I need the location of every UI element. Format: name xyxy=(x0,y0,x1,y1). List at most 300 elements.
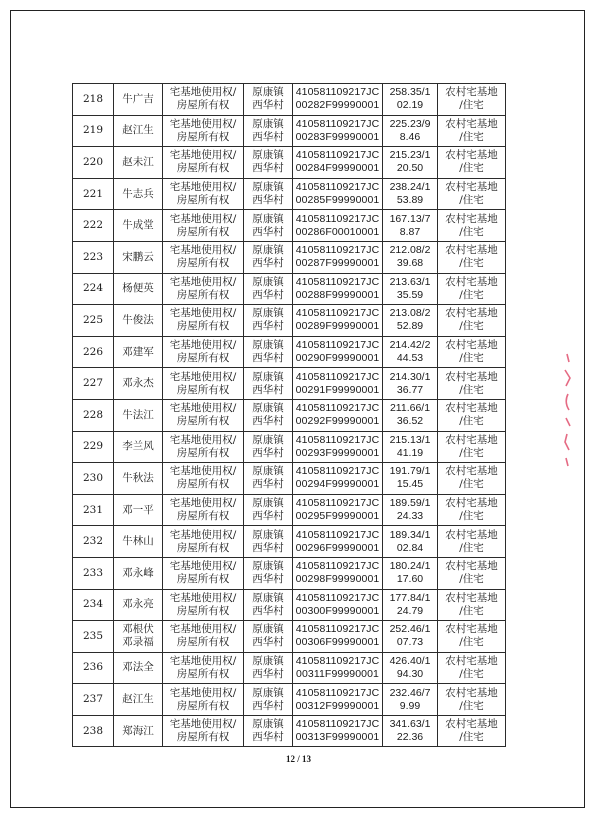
location-line: 西华村 xyxy=(252,352,284,365)
right-type-cell xyxy=(163,652,244,684)
row-number-cell: 237 xyxy=(73,684,114,716)
area-line: 35.59 xyxy=(396,288,424,301)
unit-code-cell xyxy=(293,399,383,431)
location-line: 原康镇 xyxy=(252,433,284,446)
right-type-line: 宅基地使用权/ xyxy=(169,718,237,731)
table-row xyxy=(73,526,506,558)
right-type-cell xyxy=(163,494,244,526)
location-line: 原康镇 xyxy=(252,86,284,99)
table-row xyxy=(73,84,506,116)
unit-code-line: 00291F99990001 xyxy=(295,383,380,396)
row-number-cell: 235 xyxy=(73,621,114,653)
unit-code-cell xyxy=(293,589,383,621)
location-line: 西华村 xyxy=(252,383,284,396)
owner-name-line: 邓永亮 xyxy=(122,598,154,611)
unit-code-line: 410581109217JC xyxy=(295,244,380,257)
land-use-line: 农村宅基地 xyxy=(445,497,498,510)
land-use-cell xyxy=(438,178,506,210)
area-line: 24.33 xyxy=(396,510,424,523)
location-cell xyxy=(244,684,293,716)
owner-name-line: 牛志兵 xyxy=(122,187,154,200)
land-use-line: 农村宅基地 xyxy=(445,244,498,257)
unit-code-cell xyxy=(293,715,383,747)
table-row xyxy=(73,463,506,495)
unit-code-line: 410581109217JC xyxy=(295,497,380,510)
area-line: 44.53 xyxy=(396,352,424,365)
location-line: 西华村 xyxy=(252,415,284,428)
right-type-cell xyxy=(163,526,244,558)
area-line: 15.45 xyxy=(396,478,424,491)
table-row xyxy=(73,399,506,431)
owner-name-line: 牛林山 xyxy=(122,535,154,548)
row-number-cell: 222 xyxy=(73,210,114,242)
unit-code-line: 00298F99990001 xyxy=(295,573,380,586)
right-type-line: 房屋所有权 xyxy=(176,99,230,112)
right-type-line: 房屋所有权 xyxy=(176,541,230,554)
land-use-line: /住宅 xyxy=(459,446,484,459)
location-line: 西华村 xyxy=(252,731,284,744)
table-row xyxy=(73,589,506,621)
owner-name-line: 牛法江 xyxy=(122,408,154,421)
location-line: 原康镇 xyxy=(252,591,284,604)
land-use-line: 农村宅基地 xyxy=(445,591,498,604)
area-line: 215.13/1 xyxy=(389,433,431,446)
unit-code-line: 410581109217JC xyxy=(295,181,380,194)
owner-name-cell xyxy=(114,494,163,526)
unit-code-cell xyxy=(293,210,383,242)
unit-code-cell xyxy=(293,178,383,210)
table-row xyxy=(73,241,506,273)
right-type-line: 宅基地使用权/ xyxy=(169,623,237,636)
land-use-line: 农村宅基地 xyxy=(445,181,498,194)
location-line: 原康镇 xyxy=(252,370,284,383)
owner-name-cell xyxy=(114,684,163,716)
area-line: 22.36 xyxy=(396,731,424,744)
location-line: 西华村 xyxy=(252,288,284,301)
land-use-line: /住宅 xyxy=(459,352,484,365)
location-line: 西华村 xyxy=(252,194,284,207)
area-line: 167.13/7 xyxy=(389,212,431,225)
location-line: 西华村 xyxy=(252,320,284,333)
right-type-line: 宅基地使用权/ xyxy=(169,654,237,667)
row-number-cell: 219 xyxy=(73,115,114,147)
land-use-cell xyxy=(438,652,506,684)
area-line: 177.84/1 xyxy=(389,591,431,604)
area-cell xyxy=(383,84,438,116)
unit-code-line: 00286F00010001 xyxy=(295,225,380,238)
right-type-line: 宅基地使用权/ xyxy=(169,307,237,320)
land-use-line: /住宅 xyxy=(459,573,484,586)
area-line: 07.73 xyxy=(396,636,424,649)
location-cell xyxy=(244,589,293,621)
right-type-cell xyxy=(163,621,244,653)
area-line: 214.42/2 xyxy=(389,339,431,352)
land-use-cell xyxy=(438,336,506,368)
unit-code-line: 410581109217JC xyxy=(295,560,380,573)
right-type-line: 房屋所有权 xyxy=(176,288,230,301)
location-line: 原康镇 xyxy=(252,560,284,573)
land-use-cell xyxy=(438,463,506,495)
location-line: 原康镇 xyxy=(252,465,284,478)
land-use-line: 农村宅基地 xyxy=(445,307,498,320)
unit-code-cell xyxy=(293,684,383,716)
land-use-cell xyxy=(438,115,506,147)
unit-code-line: 410581109217JC xyxy=(295,623,380,636)
unit-code-line: 410581109217JC xyxy=(295,212,380,225)
table-row xyxy=(73,684,506,716)
unit-code-line: 00306F99990001 xyxy=(295,636,380,649)
land-use-cell xyxy=(438,621,506,653)
right-type-line: 宅基地使用权/ xyxy=(169,117,237,130)
area-line: 9.99 xyxy=(399,699,421,712)
area-cell xyxy=(383,241,438,273)
land-use-line: 农村宅基地 xyxy=(445,339,498,352)
owner-name-cell xyxy=(114,621,163,653)
right-type-cell xyxy=(163,463,244,495)
location-line: 西华村 xyxy=(252,99,284,112)
owner-name-line: 邓根伏 xyxy=(122,623,154,636)
unit-code-line: 00312F99990001 xyxy=(295,699,380,712)
row-number-cell: 230 xyxy=(73,463,114,495)
area-line: 213.63/1 xyxy=(389,275,431,288)
land-use-line: /住宅 xyxy=(459,731,484,744)
right-type-line: 宅基地使用权/ xyxy=(169,212,237,225)
row-number-cell: 228 xyxy=(73,399,114,431)
unit-code-cell xyxy=(293,431,383,463)
area-line: 8.87 xyxy=(399,225,421,238)
land-use-line: /住宅 xyxy=(459,541,484,554)
owner-name-line: 邓一平 xyxy=(122,503,154,516)
area-cell xyxy=(383,210,438,242)
location-cell xyxy=(244,463,293,495)
owner-name-line: 邓录福 xyxy=(122,636,154,649)
row-number-cell: 232 xyxy=(73,526,114,558)
owner-name-line: 杨便英 xyxy=(122,282,154,295)
land-use-line: 农村宅基地 xyxy=(445,623,498,636)
location-cell xyxy=(244,494,293,526)
right-type-line: 房屋所有权 xyxy=(176,510,230,523)
unit-code-line: 00296F99990001 xyxy=(295,541,380,554)
right-type-cell xyxy=(163,368,244,400)
area-cell xyxy=(383,589,438,621)
area-cell xyxy=(383,305,438,337)
right-type-line: 宅基地使用权/ xyxy=(169,528,237,541)
owner-name-line: 赵江生 xyxy=(122,124,154,137)
right-type-line: 宅基地使用权/ xyxy=(169,149,237,162)
location-line: 西华村 xyxy=(252,446,284,459)
owner-name-cell xyxy=(114,210,163,242)
unit-code-cell xyxy=(293,147,383,179)
land-use-line: /住宅 xyxy=(459,667,484,680)
right-type-cell xyxy=(163,273,244,305)
owner-name-cell xyxy=(114,178,163,210)
unit-code-line: 00313F99990001 xyxy=(295,731,380,744)
right-type-cell xyxy=(163,557,244,589)
right-type-line: 房屋所有权 xyxy=(176,415,230,428)
location-cell xyxy=(244,147,293,179)
area-line: 8.46 xyxy=(399,130,421,143)
location-line: 原康镇 xyxy=(252,149,284,162)
land-use-line: /住宅 xyxy=(459,415,484,428)
right-type-cell xyxy=(163,84,244,116)
unit-code-line: 410581109217JC xyxy=(295,149,380,162)
right-type-line: 房屋所有权 xyxy=(176,573,230,586)
land-use-cell xyxy=(438,431,506,463)
right-type-cell xyxy=(163,589,244,621)
right-type-cell xyxy=(163,684,244,716)
table-row xyxy=(73,494,506,526)
table-row xyxy=(73,210,506,242)
row-number-cell: 223 xyxy=(73,241,114,273)
owner-name-cell xyxy=(114,115,163,147)
right-type-line: 宅基地使用权/ xyxy=(169,370,237,383)
unit-code-line: 410581109217JC xyxy=(295,433,380,446)
row-number-cell: 233 xyxy=(73,557,114,589)
right-type-cell xyxy=(163,210,244,242)
land-use-line: /住宅 xyxy=(459,194,484,207)
right-type-line: 房屋所有权 xyxy=(176,320,230,333)
owner-name-cell xyxy=(114,84,163,116)
unit-code-line: 00288F99990001 xyxy=(295,288,380,301)
area-cell xyxy=(383,115,438,147)
location-cell xyxy=(244,431,293,463)
location-cell xyxy=(244,368,293,400)
location-line: 西华村 xyxy=(252,162,284,175)
unit-code-cell xyxy=(293,463,383,495)
unit-code-line: 00300F99990001 xyxy=(295,604,380,617)
land-use-line: /住宅 xyxy=(459,288,484,301)
right-type-line: 房屋所有权 xyxy=(176,162,230,175)
owner-name-cell xyxy=(114,463,163,495)
location-line: 西华村 xyxy=(252,573,284,586)
unit-code-line: 410581109217JC xyxy=(295,86,380,99)
area-line: 341.63/1 xyxy=(389,718,431,731)
location-line: 原康镇 xyxy=(252,497,284,510)
unit-code-line: 00284F99990001 xyxy=(295,162,380,175)
area-cell xyxy=(383,621,438,653)
table-row xyxy=(73,621,506,653)
row-number-cell: 224 xyxy=(73,273,114,305)
right-type-line: 宅基地使用权/ xyxy=(169,591,237,604)
land-use-line: 农村宅基地 xyxy=(445,654,498,667)
area-cell xyxy=(383,273,438,305)
unit-code-line: 410581109217JC xyxy=(295,117,380,130)
owner-name-line: 邓永杰 xyxy=(122,377,154,390)
location-line: 原康镇 xyxy=(252,528,284,541)
right-type-line: 房屋所有权 xyxy=(176,130,230,143)
right-type-line: 宅基地使用权/ xyxy=(169,497,237,510)
table-row xyxy=(73,115,506,147)
unit-code-line: 00289F99990001 xyxy=(295,320,380,333)
owner-name-line: 牛广吉 xyxy=(122,92,154,105)
area-cell xyxy=(383,557,438,589)
owner-name-line: 赵江生 xyxy=(122,693,154,706)
land-use-cell xyxy=(438,589,506,621)
right-type-line: 房屋所有权 xyxy=(176,383,230,396)
unit-code-line: 410581109217JC xyxy=(295,528,380,541)
location-cell xyxy=(244,84,293,116)
table-row xyxy=(73,273,506,305)
area-line: 53.89 xyxy=(396,194,424,207)
unit-code-cell xyxy=(293,241,383,273)
area-cell xyxy=(383,178,438,210)
owner-name-cell xyxy=(114,147,163,179)
land-use-cell xyxy=(438,399,506,431)
row-number-cell: 225 xyxy=(73,305,114,337)
unit-code-line: 00292F99990001 xyxy=(295,415,380,428)
location-line: 西华村 xyxy=(252,510,284,523)
area-line: 36.77 xyxy=(396,383,424,396)
right-type-cell xyxy=(163,147,244,179)
unit-code-cell xyxy=(293,273,383,305)
table-row xyxy=(73,178,506,210)
area-cell xyxy=(383,494,438,526)
location-line: 西华村 xyxy=(252,541,284,554)
owner-name-line: 牛秋法 xyxy=(122,471,154,484)
land-use-line: 农村宅基地 xyxy=(445,212,498,225)
right-type-line: 房屋所有权 xyxy=(176,699,230,712)
location-line: 西华村 xyxy=(252,478,284,491)
area-line: 238.24/1 xyxy=(389,181,431,194)
unit-code-line: 00295F99990001 xyxy=(295,510,380,523)
right-type-line: 房屋所有权 xyxy=(176,604,230,617)
location-line: 原康镇 xyxy=(252,212,284,225)
land-use-cell xyxy=(438,494,506,526)
unit-code-cell xyxy=(293,368,383,400)
owner-name-line: 邓法全 xyxy=(122,661,154,674)
location-line: 原康镇 xyxy=(252,275,284,288)
land-use-line: /住宅 xyxy=(459,636,484,649)
row-number-cell: 221 xyxy=(73,178,114,210)
owner-name-cell xyxy=(114,336,163,368)
location-line: 原康镇 xyxy=(252,686,284,699)
owner-name-cell xyxy=(114,589,163,621)
table-row xyxy=(73,557,506,589)
land-use-line: /住宅 xyxy=(459,383,484,396)
location-cell xyxy=(244,336,293,368)
owner-name-cell xyxy=(114,652,163,684)
row-number-cell: 220 xyxy=(73,147,114,179)
location-line: 西华村 xyxy=(252,667,284,680)
unit-code-cell xyxy=(293,494,383,526)
owner-name-cell xyxy=(114,431,163,463)
area-line: 180.24/1 xyxy=(389,560,431,573)
area-cell xyxy=(383,399,438,431)
area-line: 94.30 xyxy=(396,667,424,680)
land-use-line: 农村宅基地 xyxy=(445,402,498,415)
right-type-line: 房屋所有权 xyxy=(176,446,230,459)
right-type-cell xyxy=(163,715,244,747)
right-type-line: 房屋所有权 xyxy=(176,194,230,207)
right-type-cell xyxy=(163,115,244,147)
row-number-cell: 234 xyxy=(73,589,114,621)
area-cell xyxy=(383,526,438,558)
land-use-line: 农村宅基地 xyxy=(445,433,498,446)
location-cell xyxy=(244,178,293,210)
right-type-cell xyxy=(163,336,244,368)
land-use-cell xyxy=(438,84,506,116)
owner-name-cell xyxy=(114,241,163,273)
land-use-cell xyxy=(438,305,506,337)
registry-table-body xyxy=(73,84,506,747)
right-type-line: 房屋所有权 xyxy=(176,636,230,649)
location-line: 原康镇 xyxy=(252,623,284,636)
right-type-line: 宅基地使用权/ xyxy=(169,433,237,446)
unit-code-line: 410581109217JC xyxy=(295,339,380,352)
right-type-line: 宅基地使用权/ xyxy=(169,86,237,99)
land-use-line: 农村宅基地 xyxy=(445,149,498,162)
table-row xyxy=(73,147,506,179)
land-use-line: 农村宅基地 xyxy=(445,465,498,478)
right-type-line: 房屋所有权 xyxy=(176,225,230,238)
row-number-cell: 231 xyxy=(73,494,114,526)
unit-code-cell xyxy=(293,557,383,589)
unit-code-line: 00293F99990001 xyxy=(295,446,380,459)
row-number-cell: 227 xyxy=(73,368,114,400)
area-line: 36.52 xyxy=(396,415,424,428)
right-type-line: 宅基地使用权/ xyxy=(169,244,237,257)
location-line: 原康镇 xyxy=(252,718,284,731)
location-line: 原康镇 xyxy=(252,244,284,257)
unit-code-line: 410581109217JC xyxy=(295,465,380,478)
location-line: 西华村 xyxy=(252,225,284,238)
unit-code-line: 410581109217JC xyxy=(295,718,380,731)
area-cell xyxy=(383,368,438,400)
unit-code-line: 410581109217JC xyxy=(295,275,380,288)
land-use-cell xyxy=(438,684,506,716)
area-line: 02.19 xyxy=(396,99,424,112)
area-cell xyxy=(383,431,438,463)
location-line: 西华村 xyxy=(252,636,284,649)
land-use-line: /住宅 xyxy=(459,699,484,712)
land-use-cell xyxy=(438,557,506,589)
location-cell xyxy=(244,241,293,273)
table-row xyxy=(73,336,506,368)
owner-name-cell xyxy=(114,557,163,589)
land-use-line: /住宅 xyxy=(459,320,484,333)
unit-code-line: 410581109217JC xyxy=(295,370,380,383)
land-use-cell xyxy=(438,368,506,400)
location-cell xyxy=(244,273,293,305)
unit-code-line: 00285F99990001 xyxy=(295,194,380,207)
row-number-cell: 238 xyxy=(73,715,114,747)
area-cell xyxy=(383,336,438,368)
unit-code-cell xyxy=(293,305,383,337)
location-cell xyxy=(244,305,293,337)
area-line: 52.89 xyxy=(396,320,424,333)
area-line: 189.59/1 xyxy=(389,497,431,510)
location-cell xyxy=(244,399,293,431)
land-use-cell xyxy=(438,147,506,179)
location-cell xyxy=(244,557,293,589)
right-type-line: 宅基地使用权/ xyxy=(169,181,237,194)
land-use-cell xyxy=(438,273,506,305)
owner-name-cell xyxy=(114,368,163,400)
registry-table xyxy=(72,83,506,747)
area-cell xyxy=(383,147,438,179)
location-cell xyxy=(244,621,293,653)
owner-name-line: 邓永峰 xyxy=(122,566,154,579)
land-use-line: 农村宅基地 xyxy=(445,117,498,130)
area-line: 426.40/1 xyxy=(389,654,431,667)
unit-code-line: 410581109217JC xyxy=(295,686,380,699)
unit-code-line: 00311F99990001 xyxy=(296,667,379,680)
area-cell xyxy=(383,684,438,716)
owner-name-cell xyxy=(114,305,163,337)
land-use-line: 农村宅基地 xyxy=(445,275,498,288)
unit-code-line: 410581109217JC xyxy=(295,591,380,604)
unit-code-line: 410581109217JC xyxy=(295,307,380,320)
